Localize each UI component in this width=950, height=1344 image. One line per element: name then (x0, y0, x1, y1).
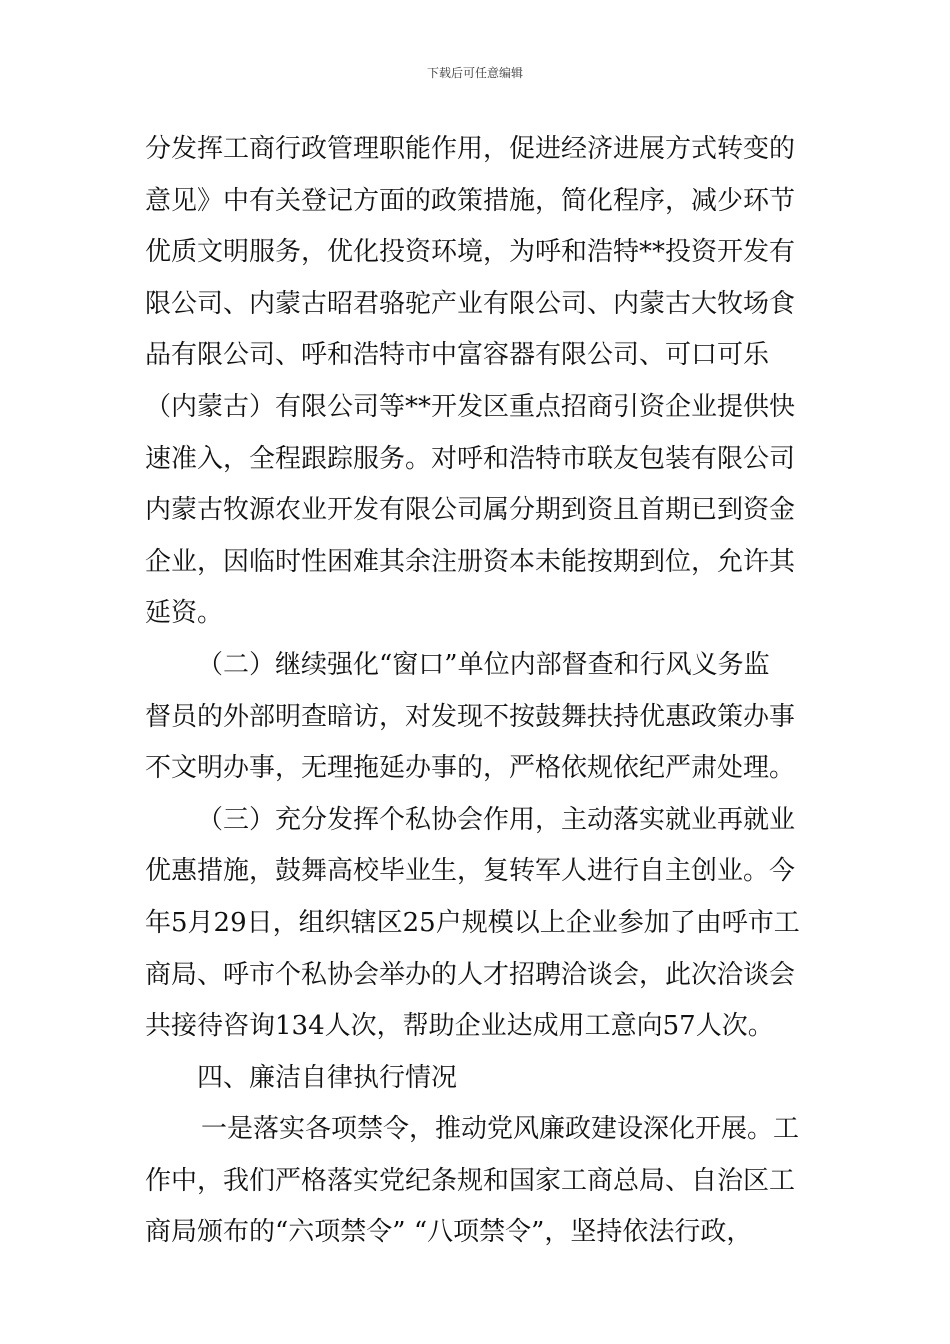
section-heading: 四、廉洁自律执行情况 (197, 1062, 458, 1093)
text-line: 共接待咨询134人次，帮助企业达成用工意向57人次。 (145, 1011, 774, 1042)
paragraph-start-line: （三）充分发挥个私协会作用，主动落实就业再就业 (197, 804, 796, 835)
text-line: 意见》中有关登记方面的政策措施，简化程序，减少环节 (145, 185, 796, 216)
body-text (145, 124, 810, 1259)
text-line: 年5月29日，组织辖区25户规模以上企业参加了由呼市工 (145, 907, 800, 938)
text-line: 品有限公司、呼和浩特市中富容器有限公司、可口可乐 (145, 340, 770, 371)
paragraph-start-line: （二）继续强化“窗口”单位内部督查和行风义务监 (197, 649, 770, 680)
text-line: 限公司、内蒙古昭君骆驼产业有限公司、内蒙古大牧场食 (145, 288, 796, 319)
text-line: 分发挥工商行政管理职能作用，促进经济进展方式转变的 (145, 134, 796, 164)
text-line: 企业，因临时性困难其余注册资本未能按期到位，允许其 (145, 546, 796, 577)
paragraph-start-line: 一是落实各项禁令，推动党风廉政建设深化开展。工 (201, 1114, 800, 1145)
page-header: 下载后可任意编辑 (426, 66, 523, 80)
text-line: 优惠措施，鼓舞高校毕业生，复转军人进行自主创业。今 (145, 856, 796, 887)
text-line: 作中，我们严格落实党纪条规和国家工商总局、自治区工 (145, 1165, 796, 1196)
text-line: 督员的外部明查暗访，对发现不按鼓舞扶持优惠政策办事 (145, 701, 796, 732)
text-line: 速准入，全程跟踪服务。对呼和浩特市联友包装有限公司 (145, 443, 796, 474)
text-line: 商局颁布的“六项禁令” “八项禁令”，坚持依法行政， (145, 1217, 753, 1248)
text-line: 延资。 (145, 598, 224, 629)
text-line: 商局、呼市个私协会举办的人才招聘洽谈会，此次洽谈会 (145, 959, 796, 990)
text-line: 不文明办事，无理拖延办事的，严格依规依纪严肃处理。 (145, 753, 796, 784)
text-line: 内蒙古牧源农业开发有限公司属分期到资且首期已到资金 (145, 495, 796, 526)
text-line: （内蒙古）有限公司等**开发区重点招商引资企业提供快 (145, 391, 796, 422)
text-line: 优质文明服务，优化投资环境，为呼和浩特**投资开发有 (145, 237, 796, 268)
